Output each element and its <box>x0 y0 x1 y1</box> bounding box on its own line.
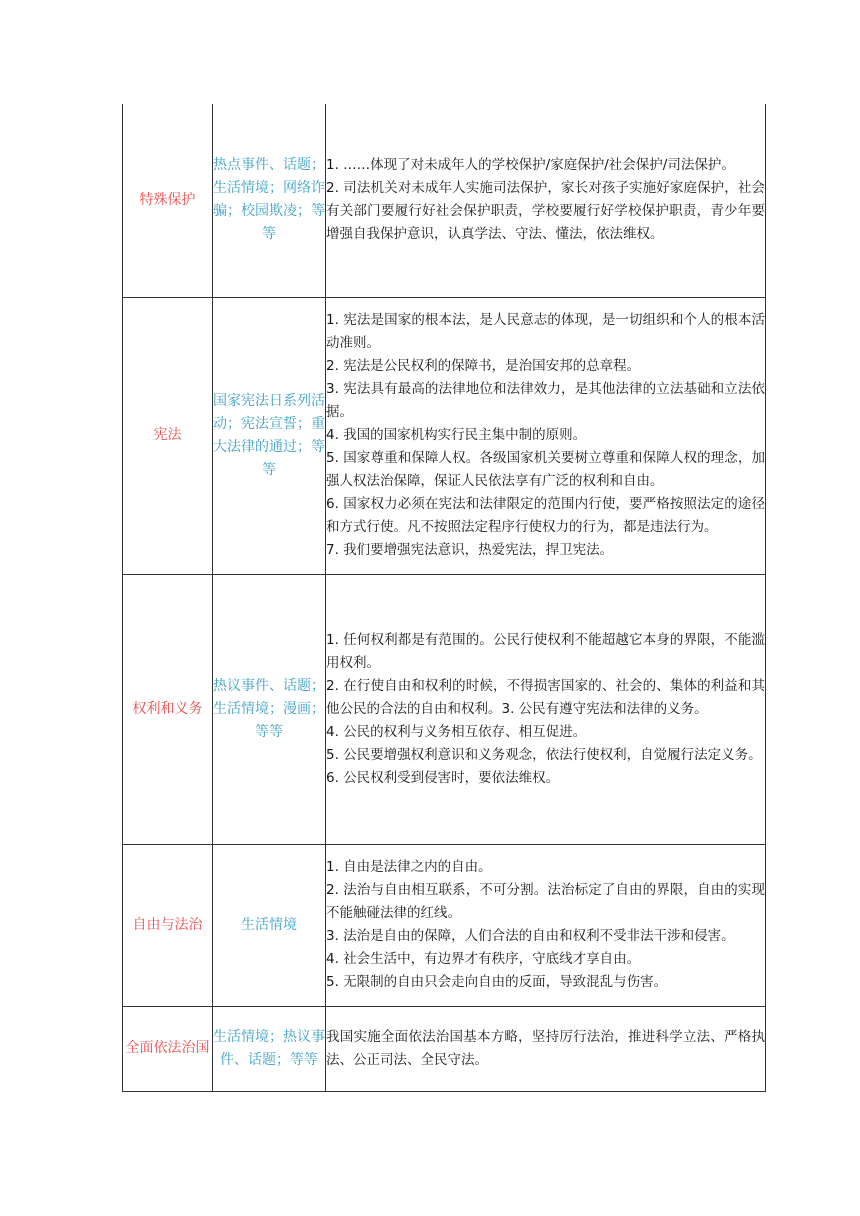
table-row <box>123 297 766 574</box>
table-row <box>123 1006 766 1091</box>
context-cell: 热议事件、话题；生活情境；漫画；等等 <box>213 574 326 844</box>
point-line: 2. 宪法是公民权利的保障书，是治国安邦的总章程。 <box>326 358 641 374</box>
topic-cell: 权利和义务 <box>123 574 213 844</box>
point-line: 1. ……体现了对未成年人的学校保护/家庭保护/社会保护/司法保护。 <box>326 157 735 174</box>
topic-cell: 自由与法治 <box>123 844 213 1006</box>
point-line: 我国实施全面依法治国基本方略，坚持厉行法治，推进科学立法、严格执法、公正司法、全民守法。 <box>326 1028 765 1068</box>
point-line: 4. 公民的权利与义务相互依存、相互促进。 <box>326 723 587 740</box>
points-cell <box>326 574 766 844</box>
topic-cell: 宪法 <box>123 297 213 574</box>
point-line: 1. 宪法是国家的根本法，是人民意志的体现，是一切组织和个人的根本活动准则。 <box>326 312 765 351</box>
review-table <box>122 104 766 1092</box>
point-line: 4. 我国的国家机构实行民主集中制的原则。 <box>326 427 587 443</box>
context-cell: 热点事件、话题；生活情境；网络诈骗；校园欺凌；等等 <box>213 104 326 297</box>
point-line: 3. 宪法具有最高的法律地位和法律效力，是其他法律的立法基础和立法依据。 <box>326 381 765 420</box>
context-cell: 生活情境 <box>213 844 326 1006</box>
topic-cell: 特殊保护 <box>123 104 213 297</box>
context-cell: 生活情境；热议事件、话题；等等 <box>213 1006 326 1091</box>
topic-cell: 全面依法治国 <box>123 1006 213 1091</box>
point-line: 5. 公民要增强权利意识和义务观念，依法行使权利，自觉履行法定义务。 <box>326 746 762 763</box>
points-cell <box>326 1006 766 1091</box>
point-line: 2. 司法机关对未成年人实施司法保护，家长对孩子实施好家庭保护，社会有关部门要履行好社会保护职责，学校要履行好学校保护职责，青少年要增强自我保护意识，认真学法、守法、懂法，依法维权。 <box>326 180 765 243</box>
point-line: 6. 国家权力必须在宪法和法律限定的范围内行使，要严格按照法定的途径和方式行使。凡不按照法定程序行使权力的行为，都是违法行为。 <box>326 496 765 535</box>
context-cell: 国家宪法日系列活动；宪法宣誓；重大法律的通过；等等 <box>213 297 326 574</box>
table-row <box>123 844 766 1006</box>
point-line: 2. 法治与自由相互联系，不可分割。法治标定了自由的界限，自由的实现不能触碰法律的红线。 <box>326 882 765 921</box>
point-line: 1. 自由是法律之内的自由。 <box>326 859 492 875</box>
table-row <box>123 574 766 844</box>
points-cell <box>326 844 766 1006</box>
point-line: 1. 任何权利都是有范围的。公民行使权利不能超越它本身的界限，不能滥用权利。 <box>326 631 765 671</box>
table-row <box>123 104 766 297</box>
point-line: 3. 法治是自由的保障，人们合法的自由和权利不受非法干涉和侵害。 <box>326 928 735 944</box>
point-line: 4. 社会生活中，有边界才有秩序，守底线才享自由。 <box>326 951 641 967</box>
points-cell <box>326 104 766 297</box>
point-line: 2. 在行使自由和权利的时候，不得损害国家的、社会的、集体的利益和其他公民的合法的自由和权利。3. 公民有遵守宪法和法律的义务。 <box>326 677 765 717</box>
point-line: 5. 无限制的自由只会走向自由的反面，导致混乱与伤害。 <box>326 974 668 990</box>
point-line: 6. 公民权利受到侵害时，要依法维权。 <box>326 769 560 786</box>
point-line: 5. 国家尊重和保障人权。各级国家机关要树立尊重和保障人权的理念，加强人权法治保障，保证人民依法享有广泛的权利和自由。 <box>326 450 765 489</box>
point-line: 7. 我们要增强宪法意识，热爱宪法，捍卫宪法。 <box>326 542 614 558</box>
points-cell <box>326 297 766 574</box>
